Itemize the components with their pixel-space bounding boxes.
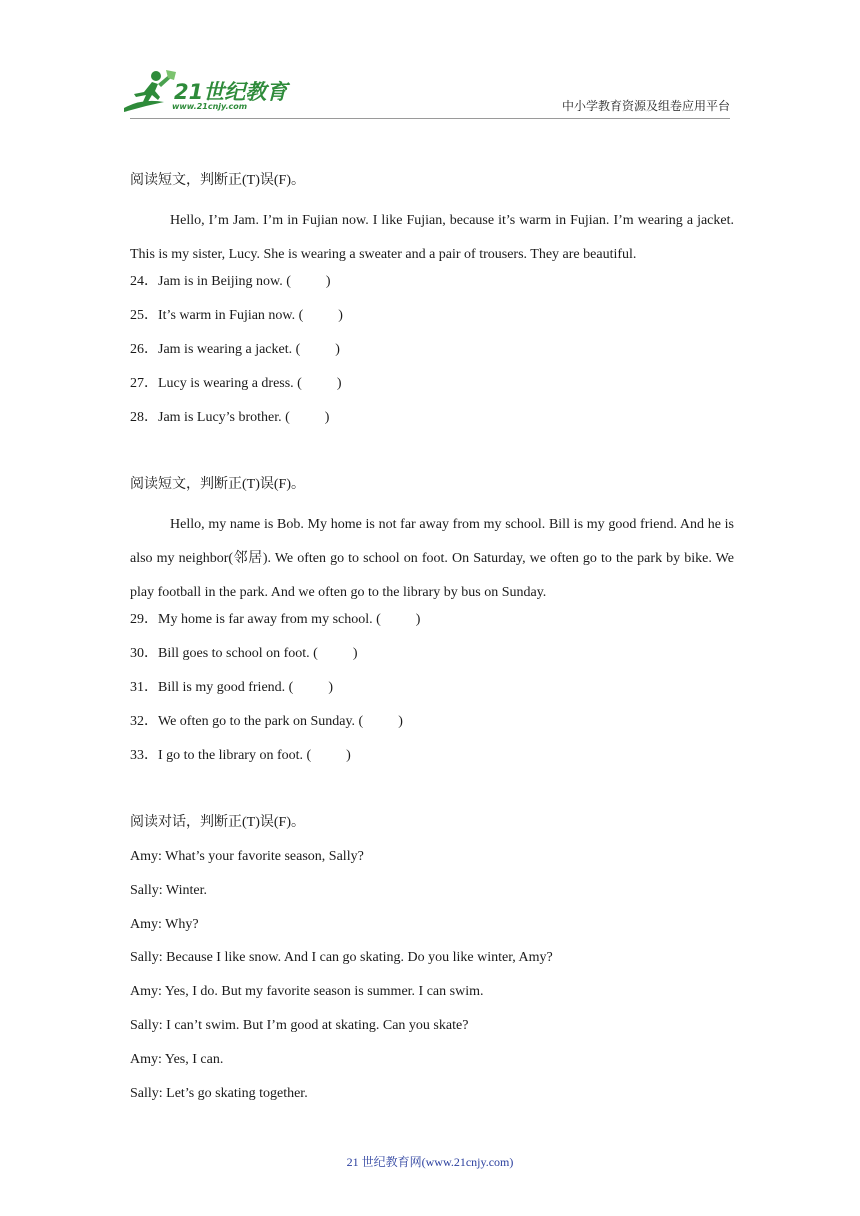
logo-text: 21世纪教育	[174, 80, 288, 104]
page-header	[0, 0, 860, 130]
section3-instruction: 阅读对话，判断正(T)误(F)。	[130, 815, 305, 831]
dialogue-line: Sally: I can’t swim. But I’m good at skating. Can you skate?	[130, 1017, 469, 1033]
logo	[122, 68, 292, 116]
dialogue-line: Amy: Yes, I do. But my favorite season is summer. I can swim.	[130, 984, 484, 1000]
question-25: 25．It’s warm in Fujian now. ( )	[130, 308, 343, 324]
platform-label: 中小学教育资源及组卷应用平台	[561, 99, 730, 113]
dialogue-line: Amy: Yes, I can.	[130, 1051, 224, 1067]
dialogue-line: Sally: Winter.	[130, 882, 207, 898]
section2-passage: Hello, my name is Bob. My home is not far away from my school. Bill is my good friend. And he is also my neighbor(邻居). We often go to school on foot. On Saturday, we often go to the park by bike. We play football in the park. And we often go to the library by bus on Sunday.	[130, 516, 734, 600]
section1-passage: Hello, I’m Jam. I’m in Fujian now. I like Fujian, because it’s warm in Fujian. I’m wearing a jacket. This is my sister, Lucy. She is wearing a sweater and a pair of trousers. They are beautiful.	[130, 212, 734, 262]
dialogue-line: Amy: What’s your favorite season, Sally?	[130, 848, 364, 864]
section-gap	[130, 440, 734, 474]
question-27: 27．Lucy is wearing a dress. ( )	[130, 375, 342, 391]
question-33: 33．I go to the library on foot. ( )	[130, 747, 351, 763]
section1-instruction: 阅读短文，判断正(T)误(F)。	[130, 173, 305, 188]
question-28: 28．Jam is Lucy’s brother. ( )	[130, 409, 330, 425]
question-31: 31．Bill is my good friend. ( )	[130, 679, 333, 695]
dialogue-line: Sally: Let’s go skating together.	[130, 1085, 308, 1101]
logo-url: www.21cnjy.com	[172, 102, 248, 111]
dialogue-line: Amy: Why?	[130, 916, 199, 932]
dialogue-line: Sally: Because I like snow. And I can go skating. Do you like winter, Amy?	[130, 950, 553, 966]
section-gap	[130, 778, 734, 812]
question-29: 29．My home is far away from my school. ( )	[130, 612, 421, 628]
section2-instruction: 阅读短文，判断正(T)误(F)。	[130, 477, 305, 493]
question-26: 26．Jam is wearing a jacket. ( )	[130, 341, 340, 357]
question-30: 30．Bill goes to school on foot. ( )	[130, 646, 358, 662]
question-32: 32．We often go to the park on Sunday. ( )	[130, 713, 403, 729]
document-body	[130, 170, 734, 1116]
header-divider	[130, 118, 730, 119]
question-24: 24．Jam is in Beijing now. ( )	[130, 274, 331, 290]
page-footer: 21 世纪教育网(www.21cnjy.com)	[346, 1155, 514, 1169]
